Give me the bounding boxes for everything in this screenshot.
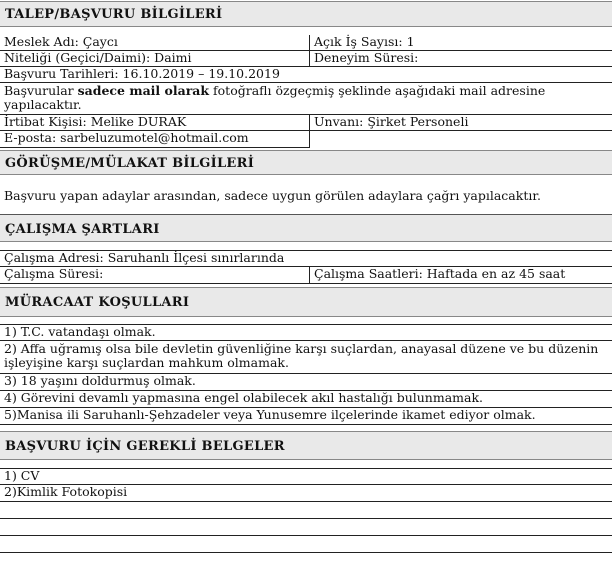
- belge-item-1: 1) CV: [4, 468, 40, 483]
- row-meslek: [0, 35, 612, 51]
- empty-row: [0, 519, 612, 536]
- unvan-cell: Unvanı: Şirket Personeli: [309, 115, 612, 131]
- list-item: [0, 485, 612, 502]
- belge-item-2: 2)Kimlik Fotokopisi: [4, 484, 128, 499]
- basvurular-text-bold: sadece mail olarak: [77, 83, 210, 98]
- eposta-cell: E-posta: sarbeluzumotel@hotmail.com: [0, 131, 309, 148]
- row-suresi: [0, 267, 612, 284]
- row-adres: [0, 250, 612, 267]
- section-title: ÇALIŞMA ŞARTLARI: [5, 222, 160, 237]
- empty-row: [0, 502, 612, 519]
- section-header-muracaat: [0, 287, 612, 317]
- muracaat-item-5: 5)Manisa ili Saruhanlı-Şehzadeler veya Yunusemre ilçelerinde ikamet ediyor olmak.: [4, 407, 536, 422]
- row-nitelik: [0, 51, 612, 67]
- section-title: MÜRACAAT KOŞULLARI: [5, 295, 190, 310]
- row-gorusme: [0, 182, 612, 212]
- saatler-cell: Çalışma Saatleri: Haftada en az 45 saat: [309, 267, 612, 284]
- tarihler-cell: Başvuru Tarihleri: 16.10.2019 – 19.10.2019: [4, 66, 280, 81]
- basvurular-text-post: fotoğraflı özgeçmiş şeklinde aşağıdaki mail adresine yapılacaktır.: [4, 83, 546, 112]
- empty-row: [0, 536, 612, 553]
- basvurular-cell: [0, 84, 600, 112]
- meslek-cell: Meslek Adı: Çaycı: [4, 34, 118, 49]
- row-irtibat: [0, 115, 612, 131]
- list-item: [0, 391, 612, 408]
- row-eposta: [0, 131, 612, 148]
- eposta-divider: [309, 131, 314, 148]
- nitelik-cell: Niteliği (Geçici/Daimi): Daimi: [4, 50, 192, 65]
- basvurular-text-pre: Başvurular: [4, 83, 78, 98]
- suresi-cell: Çalışma Süresi:: [4, 266, 104, 281]
- section-header-talep: [0, 1, 612, 27]
- section-header-belgeler: [0, 431, 612, 460]
- section-title: BAŞVURU İÇİN GEREKLİ BELGELER: [5, 439, 285, 454]
- muracaat-item-2: 2) Affa uğramış olsa bile devletin güvenliğine karşı suçlardan, anayasal düzene ve bu düzenin işleyişine karşı suçlardan mahkum olmamak.: [4, 341, 599, 370]
- gorusme-text: Başvuru yapan adaylar arasından, sadece uygun görülen adaylara çağrı yapılacaktır.: [4, 188, 541, 203]
- muracaat-item-3: 3) 18 yaşını doldurmuş olmak.: [4, 373, 196, 388]
- muracaat-item-4: 4) Görevini devamlı yapmasına engel olabilecek akıl hastalığı bulunmamak.: [4, 390, 484, 405]
- list-item: [0, 341, 612, 374]
- list-item: [0, 374, 612, 391]
- list-item: [0, 324, 612, 341]
- section-title: GÖRÜŞME/MÜLAKAT BİLGİLERİ: [5, 156, 255, 171]
- list-item: [0, 468, 612, 485]
- adres-cell: Çalışma Adresi: Saruhanlı İlçesi sınırlarında: [4, 250, 285, 265]
- list-item: [0, 408, 612, 425]
- irtibat-cell: İrtibat Kişisi: Melike DURAK: [4, 114, 187, 129]
- row-basvurular: [0, 83, 612, 115]
- acik-is-cell: Açık İş Sayısı: 1: [309, 35, 612, 51]
- deneyim-cell: Deneyim Süresi:: [309, 51, 612, 67]
- section-header-gorusme: [0, 150, 612, 175]
- section-header-calisma: [0, 214, 612, 242]
- row-tarihler: [0, 67, 612, 83]
- muracaat-item-1: 1) T.C. vatandaşı olmak.: [4, 324, 156, 339]
- section-title: TALEP/BAŞVURU BİLGİLERİ: [5, 7, 223, 22]
